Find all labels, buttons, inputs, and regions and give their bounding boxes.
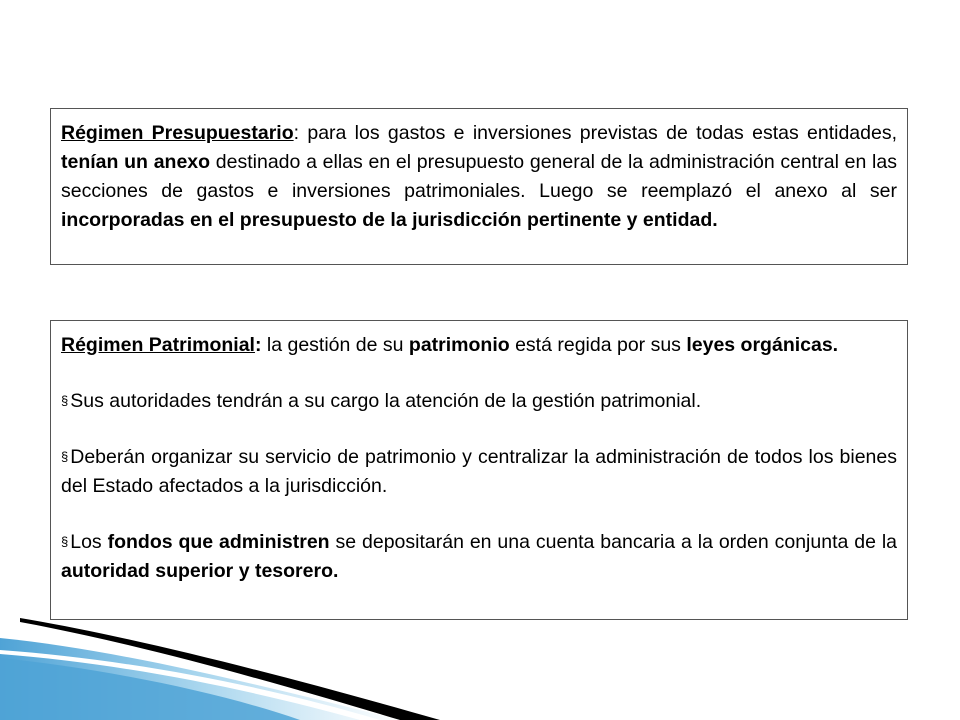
bold-run: leyes orgánicas. bbox=[686, 334, 839, 356]
bold-run: fondos que administren bbox=[107, 531, 330, 553]
square-bullet-icon: § bbox=[61, 449, 69, 464]
text-run: : para los gastos e inversiones previstas de todas estas entidades, bbox=[293, 122, 898, 144]
bullet-item-1 bbox=[61, 386, 897, 416]
bold-run: autoridad superior y tesorero. bbox=[61, 560, 339, 582]
bullet-text: Sus autoridades tendrán a su cargo la atención de la gestión patrimonial. bbox=[70, 390, 702, 412]
presupuestario-paragraph bbox=[61, 119, 897, 235]
title-colon: : bbox=[254, 334, 262, 356]
text-run: está regida por sus bbox=[509, 334, 687, 356]
bullet-text: Los bbox=[70, 531, 108, 553]
text-run: la gestión de su bbox=[261, 334, 409, 356]
patrimonial-paragraph bbox=[61, 331, 897, 360]
text-run: destinado a ellas en el presupuesto general de la administración central en las secciones de gastos e inversiones patrimoniales. Luego se reemplazó el anexo al ser bbox=[61, 151, 897, 202]
presupuestario-box bbox=[50, 108, 908, 265]
square-bullet-icon: § bbox=[61, 393, 69, 408]
square-bullet-icon: § bbox=[61, 534, 69, 549]
bullet-text: Deberán organizar su servicio de patrimonio y centralizar la administración de todos los bienes del Estado afectados a la jurisdicción. bbox=[61, 446, 897, 497]
bullet-item-3 bbox=[61, 527, 897, 586]
presupuestario-title: Régimen Presupuestario bbox=[61, 122, 294, 144]
patrimonial-box bbox=[50, 320, 908, 620]
bullet-text: se depositarán en una cuenta bancaria a la orden conjunta de la bbox=[329, 531, 898, 553]
bold-run: tenían un anexo bbox=[61, 151, 211, 173]
bold-run: incorporadas en el presupuesto de la jurisdicción pertinente y entidad. bbox=[61, 209, 718, 231]
bullet-item-2 bbox=[61, 442, 897, 501]
wave-decoration bbox=[0, 580, 480, 720]
bold-run: patrimonio bbox=[408, 334, 510, 356]
patrimonial-title: Régimen Patrimonial bbox=[61, 334, 255, 356]
